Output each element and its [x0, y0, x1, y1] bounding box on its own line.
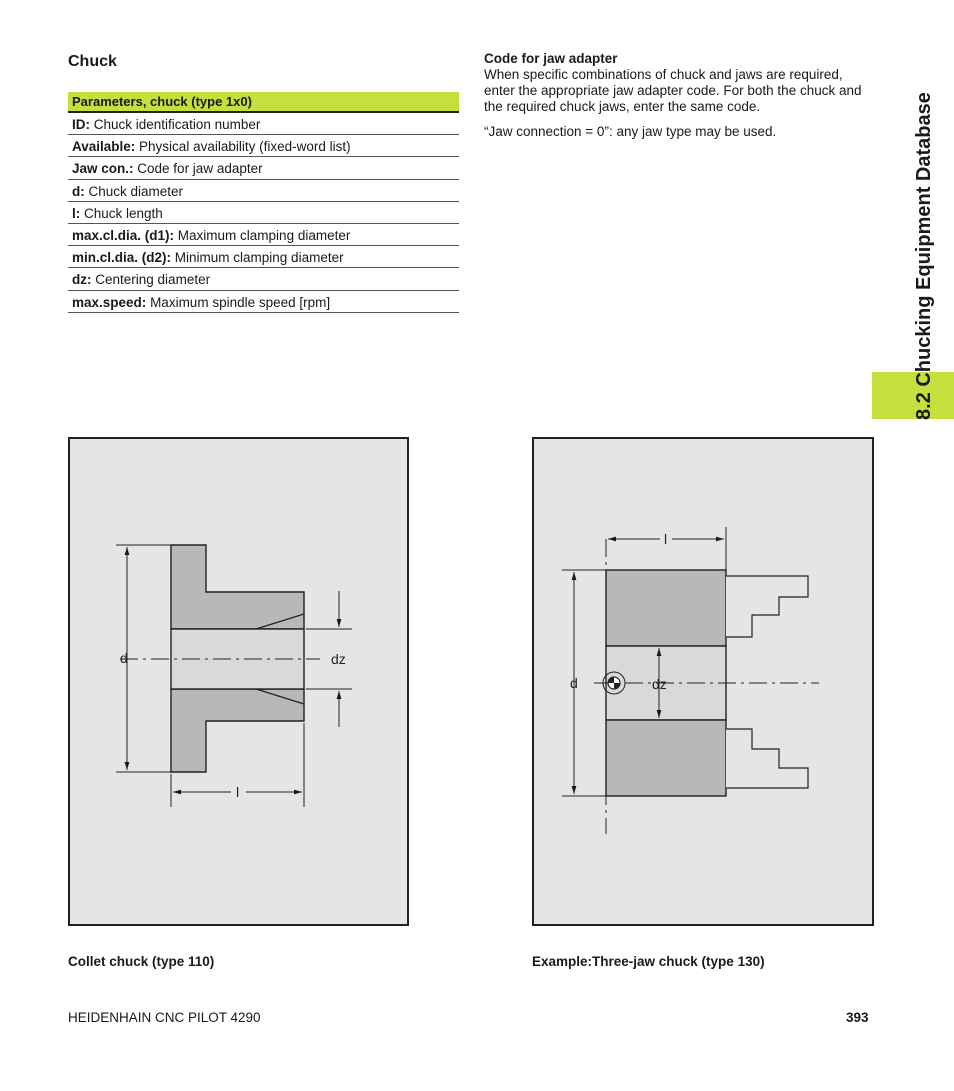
label-d: d — [570, 675, 578, 691]
row-term: min.cl.dia. (d2): — [72, 250, 172, 266]
row-desc: Chuck diameter — [88, 183, 184, 199]
table-row — [68, 135, 459, 157]
row-desc: Maximum spindle speed [rpm] — [150, 294, 331, 310]
table-row — [68, 202, 459, 224]
table-row — [68, 224, 459, 246]
row-desc: Code for jaw adapter — [137, 161, 263, 177]
row-desc: Chuck identification number — [93, 117, 261, 132]
chapter-title-text: 8.2 Chucking Equipment Database — [913, 92, 935, 420]
row-desc: Physical availability (fixed-word list) — [139, 139, 351, 155]
table-row — [68, 246, 459, 268]
label-l: l — [664, 531, 668, 547]
row-term: dz: — [72, 272, 92, 288]
collet-chuck-figure — [68, 437, 409, 926]
row-term: d: — [72, 183, 85, 199]
section-title: Chuck — [68, 53, 117, 70]
row-desc: Maximum clamping diameter — [177, 227, 351, 243]
row-desc: Chuck length — [84, 205, 163, 221]
jaw-adapter-section — [484, 51, 874, 140]
three-jaw-caption: Example:Three-jaw chuck (type 130) — [532, 954, 765, 969]
row-term: ID: — [72, 117, 90, 132]
table-row — [68, 157, 459, 179]
row-desc: Minimum clamping diameter — [174, 250, 344, 266]
chapter-title — [898, 60, 935, 420]
row-term: Available: — [72, 139, 136, 155]
row-term: max.cl.dia. (d1): — [72, 227, 175, 243]
three-jaw-chuck-figure — [532, 437, 874, 926]
parameters-table — [68, 92, 459, 313]
label-dz: dz — [331, 651, 346, 667]
table-header: Parameters, chuck (type 1x0) — [68, 92, 459, 113]
row-term: max.speed: — [72, 294, 147, 310]
jaw-adapter-note: “Jaw connection = 0”: any jaw type may be used. — [484, 124, 777, 139]
page-number: 393 — [846, 1010, 869, 1025]
table-row — [68, 113, 459, 135]
row-term: l: — [72, 205, 81, 221]
collet-caption: Collet chuck (type 110) — [68, 954, 215, 969]
jaw-adapter-body: When specific combinations of chuck and jaws are required, enter the appropriate jaw adapter code. For both the chuck and the required chuck jaws, enter the same code. — [484, 67, 862, 114]
label-l: l — [236, 784, 240, 800]
footer-product: HEIDENHAIN CNC PILOT 4290 — [68, 1010, 261, 1025]
table-row — [68, 291, 459, 313]
label-dz: dz — [652, 676, 667, 692]
table-row — [68, 180, 459, 202]
jaw-adapter-heading: Code for jaw adapter — [484, 51, 618, 66]
label-d: d — [120, 650, 128, 666]
table-row — [68, 268, 459, 290]
row-term: Jaw con.: — [72, 161, 134, 177]
row-desc: Centering diameter — [95, 272, 211, 288]
chuck-jaws — [726, 576, 808, 788]
